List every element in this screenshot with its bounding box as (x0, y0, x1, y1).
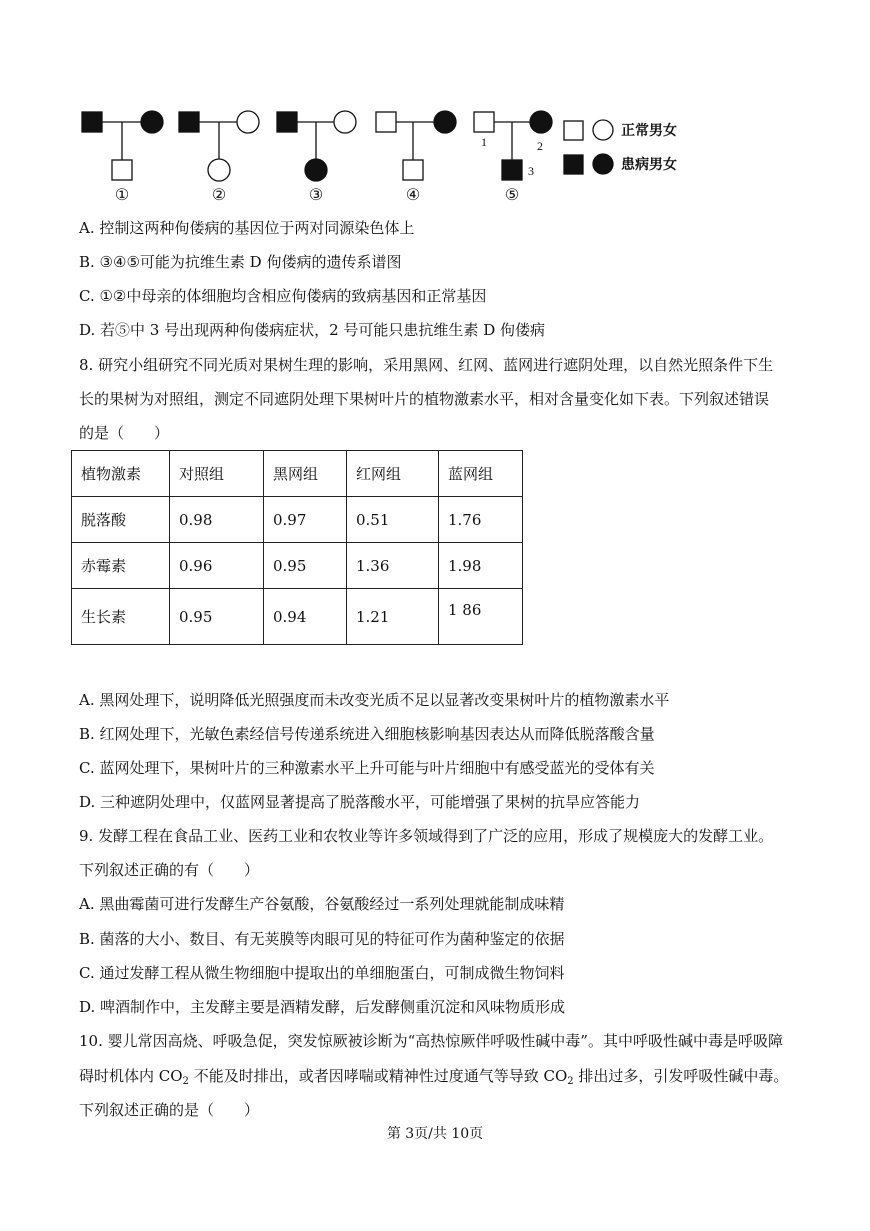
q8-option-c: C. 蓝网处理下，果树叶片的三种激素水平上升可能与叶片细胞中有感受蓝光的受体有关 (79, 759, 655, 777)
table-cell: 0.51 (347, 497, 439, 543)
legend-normal-male-symbol (564, 121, 583, 140)
q10-text-segment: 排出过多，引发呼吸性碱中毒。 (573, 1067, 789, 1085)
table-cell: 脱落酸 (72, 497, 170, 543)
individual-number-3: 3 (528, 164, 534, 178)
table-cell: 1.36 (347, 543, 439, 589)
family-label-4: ④ (405, 187, 421, 204)
affected-female-symbol (305, 159, 327, 181)
affected-female-symbol (530, 111, 552, 133)
normal-female-symbol (208, 159, 230, 181)
table-header-cell: 红网组 (347, 451, 439, 497)
legend-affected-male-symbol (564, 155, 583, 174)
individual-number-1: 1 (481, 135, 487, 149)
q10-stem-line-3: 下列叙述正确的是（ ） (79, 1101, 260, 1119)
table-cell: 0.98 (170, 497, 264, 543)
q8-option-a: A. 黑网处理下，说明降低光照强度而未改变光质不足以显著改变果树叶片的植物激素水平 (79, 691, 670, 709)
q10-text-segment: 碍时机体内 CO (79, 1067, 183, 1085)
family-label-1: ① (114, 187, 130, 204)
q8-option-b: B. 红网处理下，光敏色素经信号传递系统进入细胞核影响基因表达从而降低脱落酸含量 (79, 725, 655, 743)
affected-female-symbol (434, 111, 456, 133)
table-cell: 0.96 (170, 543, 264, 589)
table-cell: 0.97 (264, 497, 347, 543)
affected-male-symbol (82, 112, 102, 132)
table-cell: 0.95 (264, 543, 347, 589)
table-cell: 0.94 (264, 589, 347, 645)
subscript-2: 2 (182, 1076, 189, 1087)
q7-option-d: D. 若⑤中 3 号出现两种佝偻病症状，2 号可能只患抗维生素 D 佝偻病 (79, 321, 545, 339)
q9-stem-line-1: 9. 发酵工程在食品工业、医药工业和农牧业等许多领域得到了广泛的应用，形成了规模庞大的发酵工业。 (79, 827, 774, 845)
family-label-3: ③ (308, 187, 324, 204)
q9-option-a: A. 黑曲霉菌可进行发酵生产谷氨酸，谷氨酸经过一系列处理就能制成味精 (79, 895, 565, 913)
q9-option-b: B. 菌落的大小、数目、有无荚膜等肉眼可见的特征可作为菌种鉴定的依据 (79, 930, 565, 948)
normal-male-symbol (403, 160, 423, 180)
pedigree-diagrams (0, 0, 870, 210)
legend-affected-female-symbol (593, 154, 613, 174)
q8-option-d: D. 三种遮阴处理中，仅蓝网显著提高了脱落酸水平，可能增强了果树的抗旱应答能力 (79, 793, 641, 811)
q9-stem-line-2: 下列叙述正确的有（ ） (79, 861, 260, 879)
legend-normal-female-symbol (593, 120, 613, 140)
legend-affected-label: 患病男女 (621, 158, 677, 173)
table-cell: 0.95 (170, 589, 264, 645)
table-cell: 1.76 (439, 497, 523, 543)
q8-stem-line-2: 长的果树为对照组，测定不同遮阴处理下果树叶片的植物激素水平，相对含量变化如下表。下列叙述错误 (79, 390, 770, 408)
q10-stem-line-2 (79, 1066, 788, 1092)
q7-option-b: B. ③④⑤可能为抗维生素 D 佝偻病的遗传系谱图 (79, 253, 402, 271)
q9-option-c: C. 通过发酵工程从微生物细胞中提取出的单细胞蛋白，可制成微生物饲料 (79, 964, 565, 982)
family-label-2: ② (211, 187, 227, 204)
table-cell: 生长素 (72, 589, 170, 645)
affected-female-symbol (141, 111, 163, 133)
q9-option-d: D. 啤酒制作中，主发酵主要是酒精发酵，后发酵侧重沉淀和风味物质形成 (79, 998, 566, 1016)
normal-male-symbol (474, 112, 494, 132)
affected-male-symbol (502, 160, 522, 180)
table-cell: 赤霉素 (72, 543, 170, 589)
table-row (72, 589, 523, 645)
table-row (72, 543, 523, 589)
normal-female-symbol (334, 111, 356, 133)
q8-stem-line-1: 8. 研究小组研究不同光质对果树生理的影响，采用黑网、红网、蓝网进行遮阴处理，以自然光照条件下生 (79, 356, 774, 374)
table-header-row (72, 451, 523, 497)
q8-stem-line-3: 的是（ ） (79, 424, 170, 442)
q10-text-segment: 不能及时排出，或者因哮喘或精神性过度通气等导致 CO (188, 1067, 568, 1085)
subscript-2: 2 (567, 1076, 574, 1087)
normal-male-symbol (376, 112, 396, 132)
table-header-cell: 植物激素 (72, 451, 170, 497)
normal-male-symbol (112, 160, 132, 180)
hormone-table (71, 450, 523, 645)
table-header-cell: 蓝网组 (439, 451, 523, 497)
table-cell: 1 86 (439, 589, 523, 645)
table-row (72, 497, 523, 543)
normal-female-symbol (237, 111, 259, 133)
affected-male-symbol (179, 112, 199, 132)
affected-male-symbol (277, 112, 297, 132)
family-label-5: ⑤ (504, 187, 520, 204)
q7-option-a: A. 控制这两种佝偻病的基因位于两对同源染色体上 (79, 219, 415, 237)
table-cell: 1.98 (439, 543, 523, 589)
q7-option-c: C. ①②中母亲的体细胞均含相应佝偻病的致病基因和正常基因 (79, 287, 487, 305)
legend-normal-label: 正常男女 (621, 124, 677, 139)
page-footer: 第 3页/共 10页 (386, 1126, 484, 1142)
individual-number-2: 2 (537, 139, 543, 153)
table-header-cell: 对照组 (170, 451, 264, 497)
q10-stem-line-1: 10. 婴儿常因高烧、呼吸急促，突发惊厥被诊断为“高热惊厥伴呼吸性碱中毒”。其中呼吸性碱中毒是呼吸障 (79, 1032, 783, 1050)
table-cell: 1.21 (347, 589, 439, 645)
table-header-cell: 黑网组 (264, 451, 347, 497)
